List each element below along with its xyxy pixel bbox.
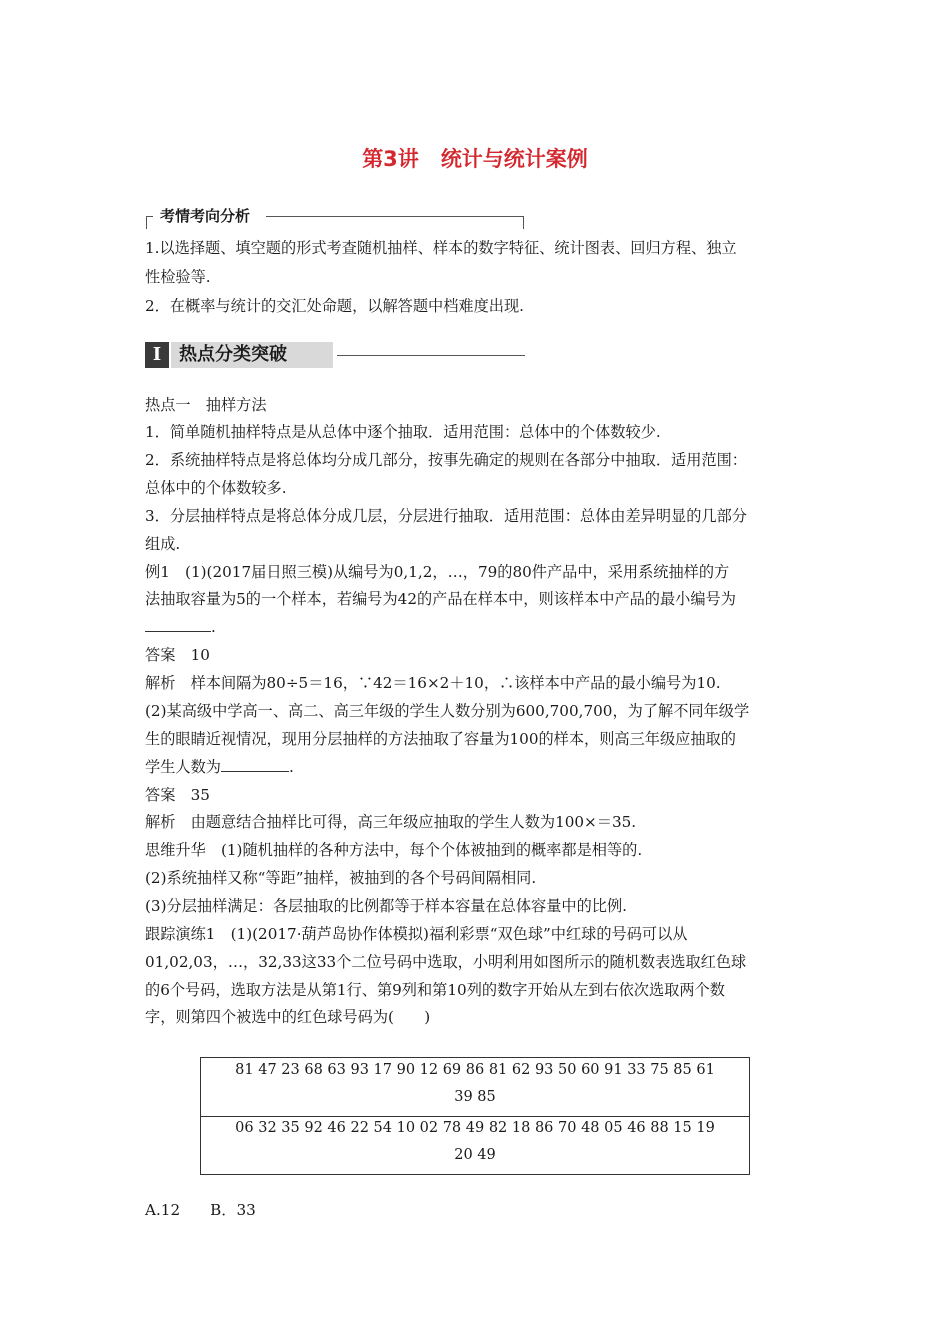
practice-line-2: 01,02,03，…，32,33这33个二位号码中选取，小明利用如图所示的随机数表选取红色球: [145, 953, 747, 971]
table-row: [201, 1116, 749, 1174]
hotspot-point-2-cont: 总体中的个体数较多.: [145, 479, 287, 497]
example1-q2-line-1: (2)某高级中学高一、高二、高三年级的学生人数分别为600,700,700，为了解不同年级学: [145, 702, 750, 720]
example1-answer-1: 答案 10: [145, 646, 210, 664]
lesson-number: 第3讲: [362, 147, 419, 171]
section-numeral: I: [145, 342, 169, 368]
bracket-right-decoration: [517, 216, 524, 229]
answer-blank: [145, 617, 211, 632]
answer-choices: [145, 1200, 286, 1220]
answer-blank: [221, 757, 289, 772]
choice-b: B．33: [210, 1201, 256, 1219]
choice-a: A.12: [145, 1201, 181, 1219]
bracket-left-decoration: [146, 216, 153, 229]
section-rule: [337, 355, 525, 356]
hotspot-point-2: 2．系统抽样特点是将总体均分成几部分，按事先确定的规则在各部分中抽取．适用范围：: [145, 451, 747, 469]
example1-q2-end: .: [288, 758, 294, 776]
example1-analysis-1: 解析 样本间隔为80÷5＝16，∵42＝16×2＋10，∴该样本中产品的最小编号为10.: [145, 674, 721, 692]
practice-line-1: 跟踪演练1 (1)(2017·葫芦岛协作体模拟)福利彩票“双色球”中红球的号码可以从: [145, 925, 688, 943]
example1-answer-2: 答案 35: [145, 786, 210, 804]
table-row-numbers: 81 47 23 68 63 93 17 90 12 69 86 81 62 93 50 60 91 33 75 85 61: [235, 1062, 715, 1078]
lesson-topic: 统计与统计案例: [440, 147, 588, 171]
random-number-table: [200, 1057, 750, 1175]
exam-analysis-header: [146, 205, 524, 231]
hotspot-point-3-cont: 组成.: [145, 535, 181, 553]
example1-q2-prefix: 学生人数为: [145, 758, 221, 776]
practice-line-4: 字，则第四个被选中的红色球号码为( ): [145, 1008, 431, 1026]
table-row-numbers-cont: 39 85: [454, 1089, 496, 1105]
page-title: [0, 143, 950, 173]
reflection-line-1: 思维升华 (1)随机抽样的各种方法中，每个个体被抽到的概率都是相等的.: [145, 841, 643, 859]
example1-q1-blank-line: [145, 617, 216, 637]
section-title: 热点分类突破: [171, 342, 333, 368]
hotspot-point-1: 1．简单随机抽样特点是从总体中逐个抽取．适用范围：总体中的个体数较少.: [145, 423, 661, 441]
example1-q1-end: .: [211, 618, 216, 636]
example1-q2-line-3: [145, 757, 294, 777]
example1-q2-line-2: 生的眼睛近视情况，现用分层抽样的方法抽取了容量为100的样本，则高三年级应抽取的: [145, 730, 736, 748]
hotspot-point-3: 3．分层抽样特点是将总体分成几层，分层进行抽取．适用范围：总体由差异明显的几部分: [145, 507, 747, 525]
reflection-line-2: (2)系统抽样又称“等距”抽样，被抽到的各个号码间隔相同.: [145, 869, 537, 887]
section-header: [145, 340, 525, 370]
exam-analysis-line-1: 1.以选择题、填空题的形式考查随机抽样、样本的数字特征、统计图表、回归方程、独立: [145, 239, 737, 257]
header-rule: [266, 216, 518, 217]
exam-analysis-line-3: 2．在概率与统计的交汇处命题，以解答题中档难度出现.: [145, 297, 524, 315]
example1-q1-line-2: 法抽取容量为5的一个样本，若编号为42的产品在样本中，则该样本中产品的最小编号为: [145, 590, 736, 608]
table-row: [201, 1058, 749, 1117]
example1-analysis-2: 解析 由题意结合抽样比可得，高三年级应抽取的学生人数为100×＝35.: [145, 813, 637, 831]
table-row-numbers-cont: 20 49: [454, 1147, 496, 1163]
hotspot-heading: 热点一 抽样方法: [145, 396, 267, 414]
practice-line-3: 的6个号码，选取方法是从第1行、第9列和第10列的数字开始从左到右依次选取两个数: [145, 981, 725, 999]
example1-q1-line-1: 例1 (1)(2017届日照三模)从编号为0,1,2，…，79的80件产品中，采用系统抽样的方: [145, 563, 730, 581]
exam-analysis-label: 考情考向分析: [160, 205, 256, 226]
table-row-numbers: 06 32 35 92 46 22 54 10 02 78 49 82 18 86 70 48 05 46 88 15 19: [235, 1120, 715, 1136]
exam-analysis-line-2: 性检验等.: [145, 268, 211, 286]
reflection-line-3: (3)分层抽样满足：各层抽取的比例都等于样本容量在总体容量中的比例.: [145, 897, 627, 915]
